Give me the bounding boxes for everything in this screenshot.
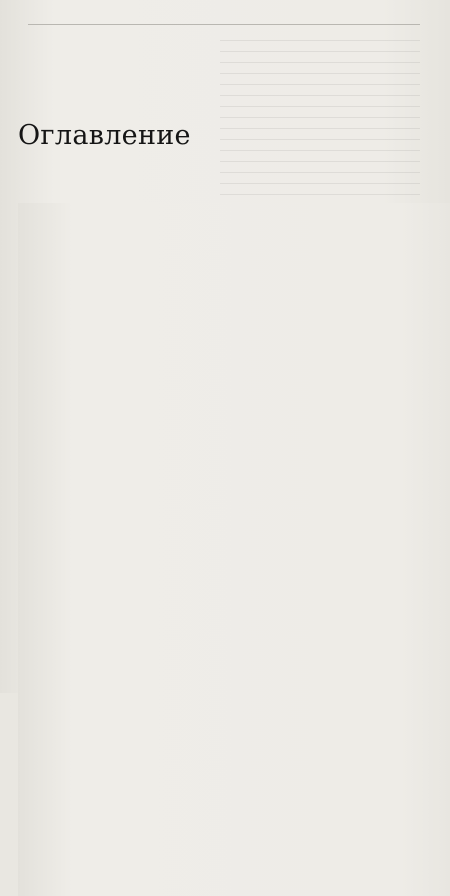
show-through-text (220, 40, 420, 230)
table-of-contents (18, 203, 404, 607)
header-rule (28, 24, 420, 25)
toc-parts (18, 228, 404, 607)
toc-entry-page (18, 203, 450, 896)
toc-entry[interactable] (18, 594, 404, 607)
toc-part-3 (18, 445, 404, 607)
page-title: Оглавление (18, 120, 191, 151)
